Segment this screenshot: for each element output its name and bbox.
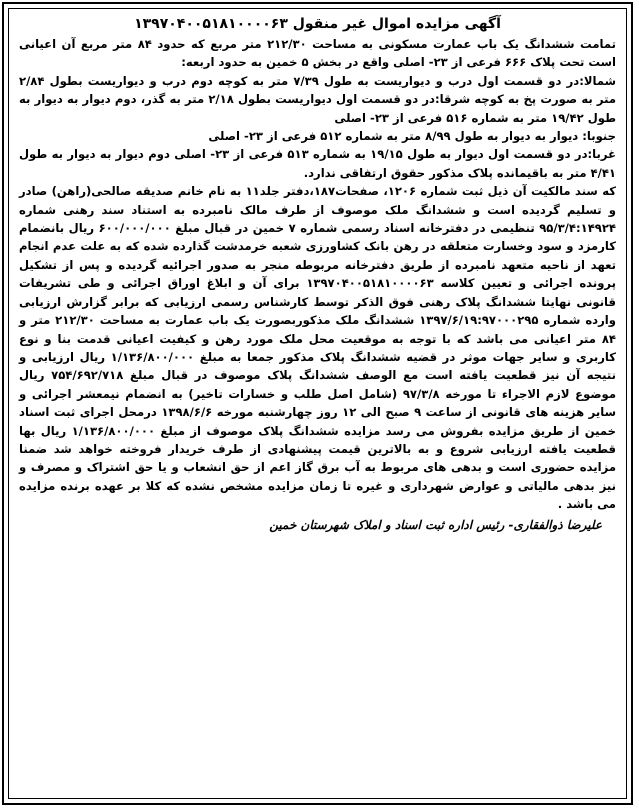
signature-line: علیرضا ذوالفقاری- رئیس اداره ثبت اسناد و املاک شهرستان خمین xyxy=(269,517,602,532)
notice-body xyxy=(19,35,616,514)
paragraph-north-east: شمالا:در دو قسمت اول درب و دیواریست به طول ۷/۳۹ متر به کوچه دوم درب و دیواریست بطول ۲/۸۴ متر به صورت پخ به کوچه شرقا:در دو قسمت اول دیواریست بطول ۲/۱۸ متر به گذر، دوم دیوار به دیوار به طول ۱۹/۴۲ متر به شماره ۵۱۶ فرعی از ۲۳- اصلی xyxy=(19,73,617,125)
notice-inner-border xyxy=(8,8,627,799)
paragraph-intro: تمامت ششدانگ یک باب عمارت مسکونی به مساحت ۲۱۲/۳۰ متر مربع که حدود ۸۴ متر مربع آن اعیانی است تحت پلاک ۶۶۶ فرعی از ۲۳- اصلی واقع در بخش ۵ خمین به حدود اربعه: xyxy=(19,37,616,70)
notice-title: آگهی مزایده اموال غیر منقول ۱۳۹۷۰۴۰۰۵۱۸۱۰۰۰۰۶۳ xyxy=(134,16,501,32)
paragraph-west: غربا:در دو قسمت اول دیوار به طول ۱۹/۱۵ به شماره ۵۱۳ فرعی از ۲۳- اصلی دوم دیوار به دیوار به طول ۴/۴۱ متر به باقیمانده پلاک مذکور حقوق ارتفاقی ندارد. xyxy=(19,147,617,180)
notice-frame xyxy=(2,2,633,805)
paragraph-details: که سند مالکیت آن ذیل ثبت شماره ۱۲۰۶، صفحات۱۸۷،دفتر جلد۱۱ به نام خانم صدیقه صالحی(راهن) صادر و تسلیم گردیده است و ششدانگ ملک موصوف از طرف مالک نامبرده به استناد سند رهنی شماره ۹۵/۳/۴:۱۴۹۲۴ تنظیمی در دفترخانه اسناد رسمی شماره ۷ خمین در قبال مبلغ ۶۰۰/۰۰۰/۰۰۰ ریال بانضمام کارمزد و سود وخسارت متعلقه در رهن بانک کشاورزی شعبه خرمدشت گذارده شده که به علت عدم انجام تعهد از ناحیه متعهد نامبرده از طریق دفترخانه مربوطه منجر به صدور اجرائیه گردیده و پس از تشکیل پرونده اجرائی و تعیین کلاسه ۱۳۹۷۰۴۰۰۵۱۸۱۰۰۰۰۶۳ برای آن و ابلاغ اوراق اجرائی و طی تشریفات قانونی نهایتا ششدانگ پلاک رهنی فوق الذکر توسط کارشناس رسمی ارزیابی که برابر گزارش ارزیابی وارده شماره ۱۳۹۷/۶/۱۹:۹۷۰۰۰۲۹۵ ششدانگ ملک مذکوربصورت یک باب عمارت به مساحت ۲۱۲/۳۰ متر و ۸۴ متر اعیانی می باشد که با توجه به موقعیت محل ملک مورد رهن و کیفیت اعیانی قدمت بنا و نوع کاربری و سایر جهات موثر در قضیه ششدانگ پلاک مذکور جمعا به مبلغ ۱/۱۳۶/۸۰۰/۰۰۰ ریال ارزیابی و نتیجه آن نیز قطعیت یافته است مع الوصف ششدانگ پلاک موصوف در قبال مبلغ ۷۵۴/۶۹۲/۷۱۸ ریال موضوع لازم الاجراء تا مورخه ۹۷/۳/۸ (شامل اصل طلب و خسارات تاخیر) به انضمام نیمعشر اجرائی و سایر هزینه های قانونی از ساعت ۹ صبح الی ۱۲ روز چهارشنبه مورخه ۱۳۹۸/۶/۶ درمحل اجرای ثبت اسناد خمین از طریق مزایده بفروش می رسد مزایده ششدانگ پلاک موصوف از مبلغ ۱/۱۳۶/۸۰۰/۰۰۰ ریال بها قطعیت یافته ارزیابی شروع و به بالاترین قیمت پیشنهادی از طرف خریدار فروخته خواهد شد ضمنا مزایده حضوری است و بدهی های مربوط به آب برق گاز اعم از حق انشعاب و یا حق اشتراک و مصرف و نیز بدهی مالیاتی و عوارض شهرداری و غیره تا زمان مزایده مشخص نشده که کلا بر عهده برنده مزایده می باشد . xyxy=(19,184,617,512)
paragraph-south: جنوبا: دیوار به دیوار به طول ۸/۹۹ متر به شماره ۵۱۲ فرعی از ۲۳- اصلی xyxy=(208,129,616,144)
